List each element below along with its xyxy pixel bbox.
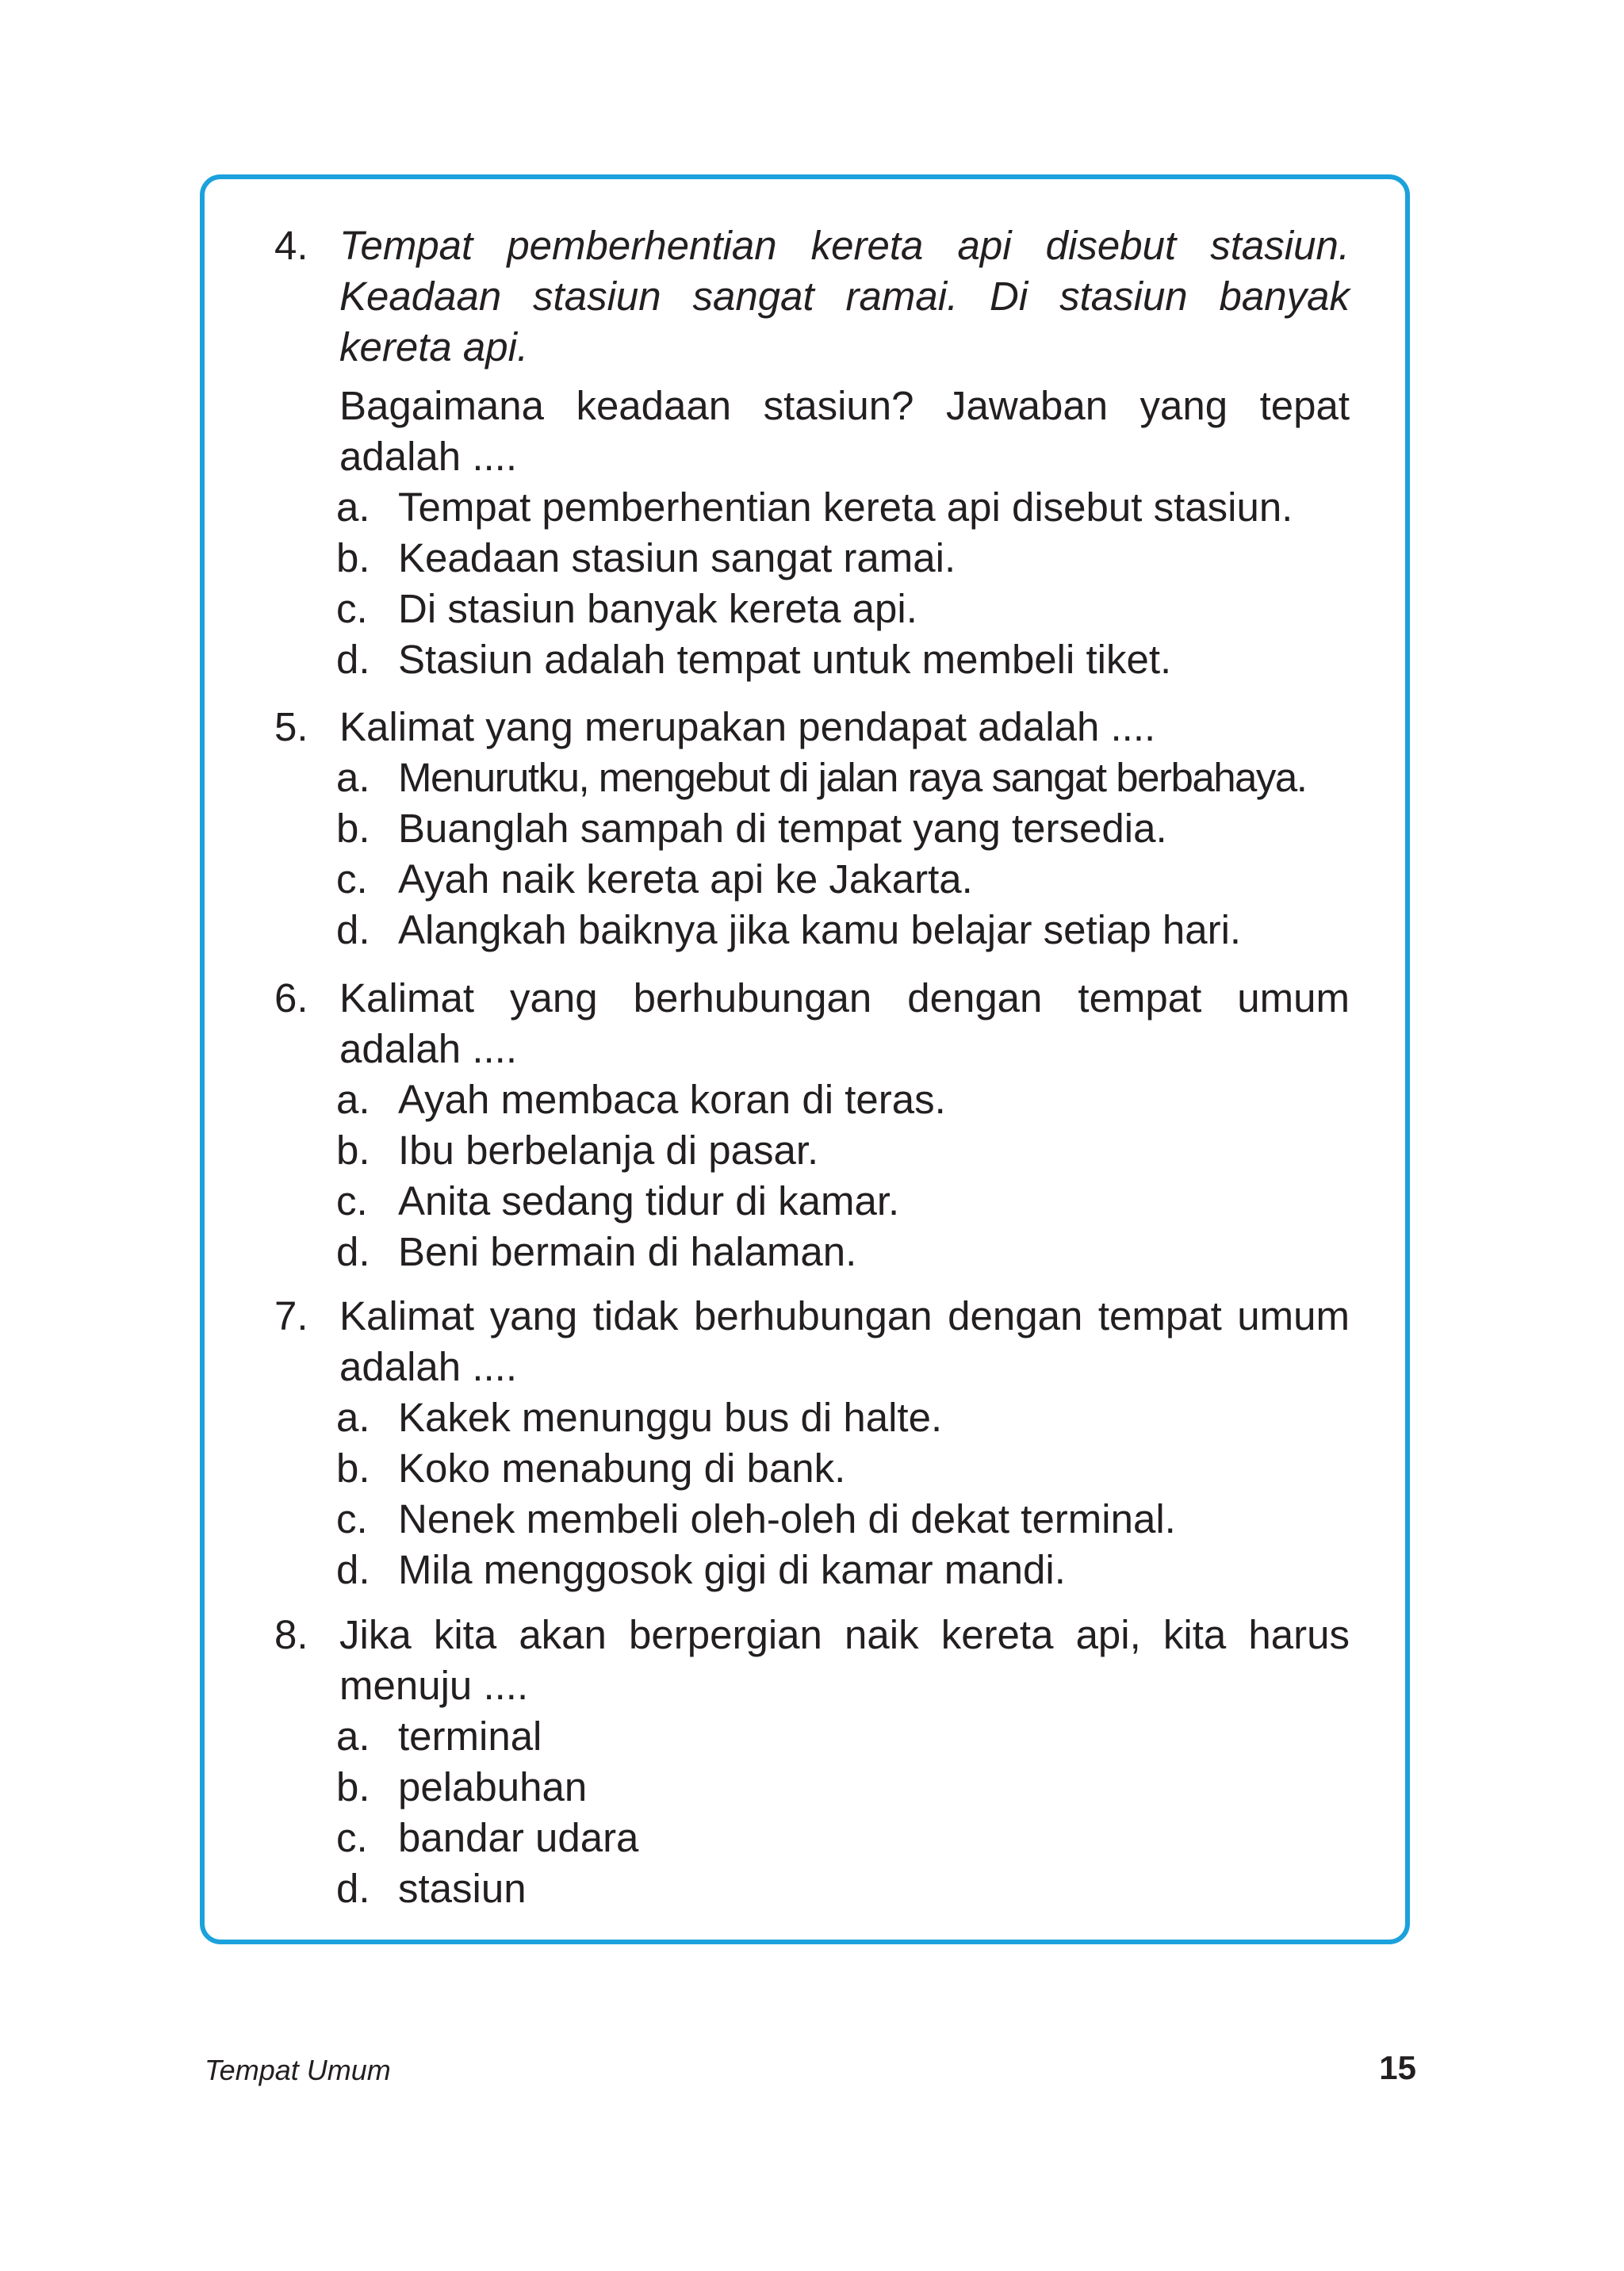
option-letter: c. bbox=[336, 856, 368, 902]
option-d bbox=[205, 1545, 1405, 1595]
option-d bbox=[205, 634, 1405, 685]
option-letter: c. bbox=[336, 1815, 368, 1860]
option-text: Buanglah sampah di tempat yang tersedia. bbox=[398, 806, 1167, 851]
option-d bbox=[205, 905, 1405, 956]
question-4 bbox=[205, 220, 1405, 685]
option-b bbox=[205, 1125, 1405, 1176]
option-letter: b. bbox=[336, 1764, 370, 1810]
option-letter: a. bbox=[336, 1714, 370, 1759]
option-c bbox=[205, 854, 1405, 905]
question-prompt: Bagaimana keadaan stasiun? Jawaban yang tepat adalah .... bbox=[339, 383, 1350, 479]
question-number: 8. bbox=[274, 1612, 308, 1657]
option-b bbox=[205, 1443, 1405, 1494]
option-text: Ayah membaca koran di teras. bbox=[398, 1077, 946, 1122]
option-text: Kakek menunggu bus di halte. bbox=[398, 1395, 943, 1440]
option-a bbox=[205, 482, 1405, 533]
option-letter: a. bbox=[336, 1395, 370, 1440]
option-d bbox=[205, 1863, 1405, 1914]
option-letter: a. bbox=[336, 484, 370, 530]
question-number: 6. bbox=[274, 975, 308, 1021]
option-letter: d. bbox=[336, 637, 370, 682]
option-d bbox=[205, 1227, 1405, 1277]
option-c bbox=[205, 1176, 1405, 1227]
option-b bbox=[205, 803, 1405, 854]
question-number: 5. bbox=[274, 704, 308, 749]
option-text: Alangkah baiknya jika kamu belajar setiap hari. bbox=[398, 907, 1242, 952]
page-number: 15 bbox=[1379, 2049, 1416, 2086]
option-text: Ibu berbelanja di pasar. bbox=[398, 1128, 819, 1173]
question-list bbox=[205, 179, 1405, 1940]
option-letter: c. bbox=[336, 586, 368, 631]
option-text: stasiun bbox=[398, 1866, 527, 1911]
option-text: pelabuhan bbox=[398, 1764, 588, 1810]
option-a bbox=[205, 1074, 1405, 1125]
question-prompt: Kalimat yang tidak berhubungan dengan tempat umum adalah .... bbox=[339, 1293, 1350, 1389]
option-b bbox=[205, 533, 1405, 584]
option-letter: b. bbox=[336, 1446, 370, 1491]
option-text: Ayah naik kereta api ke Jakarta. bbox=[398, 856, 973, 902]
option-c bbox=[205, 584, 1405, 634]
option-letter: a. bbox=[336, 755, 370, 800]
option-text: Stasiun adalah tempat untuk membeli tiket. bbox=[398, 637, 1172, 682]
option-text: Mila menggosok gigi di kamar mandi. bbox=[398, 1547, 1066, 1592]
option-a bbox=[205, 1392, 1405, 1443]
option-letter: d. bbox=[336, 1229, 370, 1274]
option-c bbox=[205, 1813, 1405, 1863]
option-letter: b. bbox=[336, 806, 370, 851]
option-letter: b. bbox=[336, 1128, 370, 1173]
option-text: terminal bbox=[398, 1714, 542, 1759]
option-letter: b. bbox=[336, 535, 370, 580]
option-text: Beni bermain di halaman. bbox=[398, 1229, 857, 1274]
option-letter: a. bbox=[336, 1077, 370, 1122]
question-8 bbox=[205, 1610, 1405, 1914]
question-5 bbox=[205, 702, 1405, 956]
option-text: Di stasiun banyak kereta api. bbox=[398, 586, 917, 631]
option-text: Tempat pemberhentian kereta api disebut stasiun. bbox=[398, 484, 1293, 530]
question-stem: Tempat pemberhentian kereta api disebut stasiun. Keadaan stasiun sangat ramai. Di stasiun banyak kereta api. bbox=[339, 223, 1350, 370]
option-text: Menurutku, mengebut di jalan raya sangat berbahaya. bbox=[398, 755, 1307, 800]
question-7 bbox=[205, 1291, 1405, 1595]
question-prompt: Kalimat yang merupakan pendapat adalah .... bbox=[339, 704, 1156, 749]
option-a bbox=[205, 1711, 1405, 1762]
option-letter: d. bbox=[336, 907, 370, 952]
question-number: 7. bbox=[274, 1293, 308, 1338]
option-text: bandar udara bbox=[398, 1815, 639, 1860]
option-text: Koko menabung di bank. bbox=[398, 1446, 846, 1491]
option-letter: d. bbox=[336, 1866, 370, 1911]
question-prompt: Kalimat yang berhubungan dengan tempat umum adalah .... bbox=[339, 975, 1350, 1071]
question-box bbox=[200, 174, 1410, 1944]
option-text: Keadaan stasiun sangat ramai. bbox=[398, 535, 956, 580]
option-c bbox=[205, 1494, 1405, 1545]
option-letter: c. bbox=[336, 1496, 368, 1541]
option-text: Anita sedang tidur di kamar. bbox=[398, 1178, 900, 1224]
option-a bbox=[205, 753, 1405, 803]
question-prompt: Jika kita akan berpergian naik kereta api, kita harus menuju .... bbox=[339, 1612, 1350, 1708]
option-letter: c. bbox=[336, 1178, 368, 1224]
question-number: 4. bbox=[274, 223, 308, 268]
chapter-title: Tempat Umum bbox=[205, 2054, 391, 2086]
question-6 bbox=[205, 973, 1405, 1277]
option-letter: d. bbox=[336, 1547, 370, 1592]
option-b bbox=[205, 1762, 1405, 1813]
option-text: Nenek membeli oleh-oleh di dekat terminal. bbox=[398, 1496, 1176, 1541]
